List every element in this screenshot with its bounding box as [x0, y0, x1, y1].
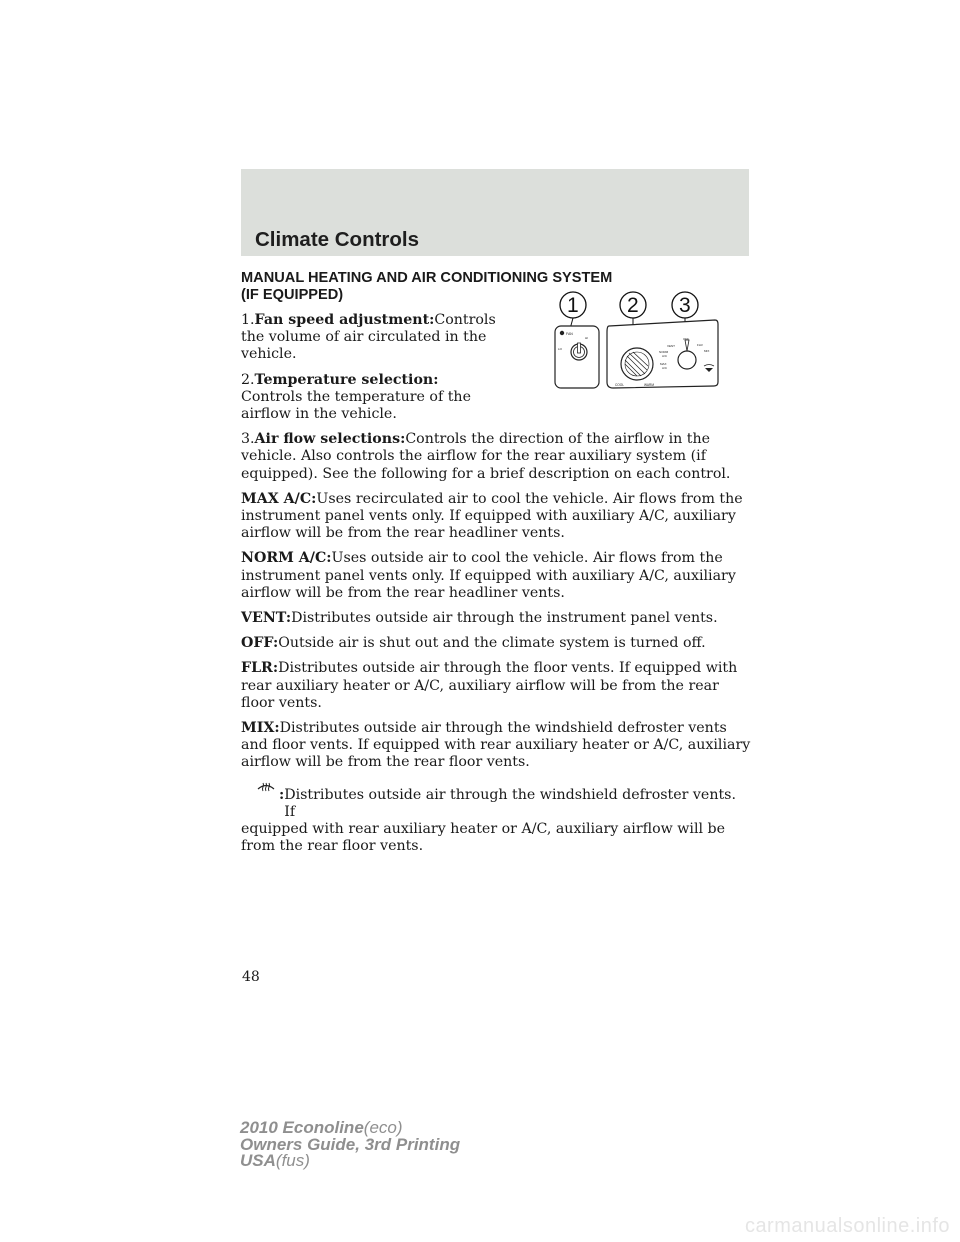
- callout-2: 2: [627, 294, 639, 317]
- section-title: MANUAL HEATING AND AIR CONDITIONING SYSTEM (IF EQUIPPED): [241, 270, 613, 303]
- watermark: carmanualsonline.info: [744, 1215, 950, 1237]
- item-temperature: 2.Temperature selection: Controls the temperature of the airflow in the vehicle.: [241, 371, 471, 423]
- item-air-flow: 3.Air flow selections:Controls the direction of the airflow in the vehicle. Also controls the airflow for the rear auxiliary system (if equipped). See the following for a brief description on each control.: [241, 431, 731, 482]
- mode-off-label: OFF: [683, 337, 689, 341]
- mode-norm-ac: NORM A/C:Uses outside air to cool the vehicle. Air flows from the instrument panel vents only. If equipped with auxiliary A/C, auxiliary airflow will be from the rear headliner vents.: [241, 550, 736, 601]
- chapter-header: [241, 169, 749, 256]
- mode-vent: VENT:Distributes outside air through the instrument panel vents.: [241, 610, 718, 627]
- callout-3: 3: [679, 294, 691, 317]
- mode-flr: FLR:Distributes outside air through the floor vents. If equipped with rear auxiliary heater or A/C, auxiliary airflow will be from the rear floor vents.: [241, 660, 738, 711]
- mode-mix: MIX:Distributes outside air through the windshield defroster vents and floor vents. If equipped with rear auxiliary heater or A/C, auxiliary airflow will be from the rear floor vents.: [241, 720, 751, 771]
- mode-max-ac: MAX A/C:Uses recirculated air to cool the vehicle. Air flows from the instrument panel vents only. If equipped with auxiliary A/C, auxiliary airflow will be from the rear headliner vents.: [241, 490, 743, 542]
- mode-max-ac-label: A/C: [662, 366, 668, 370]
- fan-label: FAN: [566, 332, 573, 336]
- item-fan-speed: 1.Fan speed adjustment:Controls the volume of air circulated in the vehicle.: [241, 312, 496, 363]
- temp-cool-label: COOL: [615, 383, 625, 387]
- footer: 2010 Econoline(eco) Owners Guide, 3rd Printing USA(fus): [240, 1118, 461, 1170]
- page-content: [241, 258, 751, 863]
- fan-lo-label: LO: [558, 347, 563, 351]
- page-number: 48: [242, 969, 260, 985]
- fan-hi-label: HI: [585, 336, 588, 340]
- mode-norm-label: NORM: [659, 350, 669, 354]
- chapter-title: Climate Controls: [255, 228, 420, 251]
- callout-1: 1: [567, 294, 579, 317]
- mode-flr-label: FLR: [697, 343, 703, 347]
- temp-warm-label: WARM: [644, 383, 654, 387]
- defrost-icon: [255, 780, 277, 795]
- mode-vent-label: VENT: [667, 344, 676, 348]
- mode-max-label: MAX: [660, 362, 667, 366]
- mode-norm-ac-label: A/C: [662, 354, 668, 358]
- mode-defrost: : Distributes outside air through the windshield defroster vents. If equipped with rear auxiliary heater or A/C, auxiliary airflow will be from the rear floor vents.: [241, 780, 751, 856]
- mode-mix-label: MIX: [704, 349, 710, 353]
- mode-off: OFF:Outside air is shut out and the climate system is turned off.: [241, 635, 706, 652]
